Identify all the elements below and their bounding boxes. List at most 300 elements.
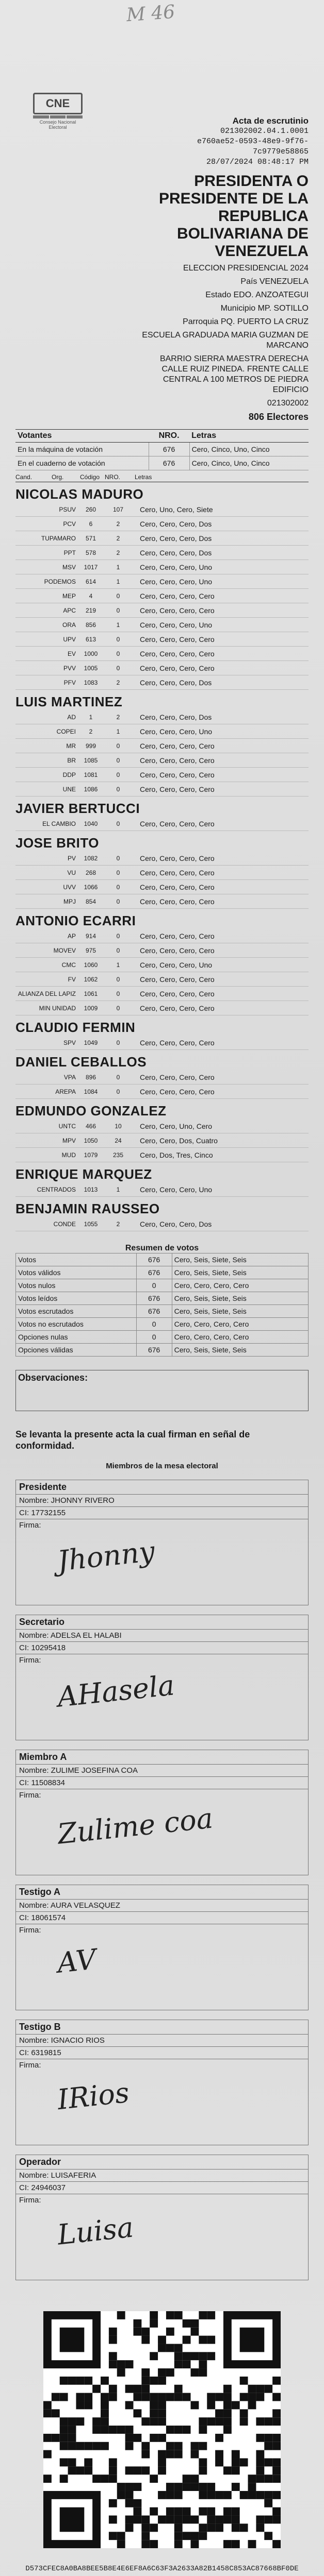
signature-label: Firma: bbox=[19, 1926, 41, 1935]
summary-label: Votos leídos bbox=[16, 1292, 137, 1305]
party-votes-letras: Cero, Cero, Cero, Dos bbox=[140, 678, 212, 687]
party-row bbox=[15, 1133, 309, 1148]
party-name: PSUV bbox=[59, 505, 76, 513]
party-votes-letras: Cero, Cero, Cero, Cero bbox=[140, 975, 215, 984]
party-code: 1083 bbox=[84, 679, 98, 686]
party-votes: 0 bbox=[116, 990, 120, 997]
party-code: 1060 bbox=[84, 961, 98, 969]
party-code: 1050 bbox=[84, 1137, 98, 1144]
party-name: UNE bbox=[62, 785, 76, 793]
member-ci: CI: 17732155 bbox=[16, 1507, 308, 1519]
party-code: 578 bbox=[85, 549, 96, 556]
member-block bbox=[15, 1615, 309, 1740]
country: País VENEZUELA bbox=[240, 277, 309, 286]
party-name: COPEI bbox=[56, 727, 76, 735]
summary-letras: Cero, Cero, Cero, Cero bbox=[172, 1331, 308, 1344]
summary-letras: Cero, Seis, Siete, Seis bbox=[172, 1266, 308, 1279]
party-votes-letras: Cero, Cero, Cero, Uno bbox=[140, 960, 213, 969]
member-role: Operador bbox=[16, 2155, 308, 2170]
signature-label: Firma: bbox=[19, 1521, 41, 1530]
member-ci: CI: 11508834 bbox=[16, 1777, 308, 1789]
col-cand: Cand. bbox=[15, 473, 33, 481]
party-votes: 2 bbox=[116, 713, 120, 721]
party-row bbox=[15, 753, 309, 768]
party-row bbox=[15, 987, 309, 1001]
member-role: Secretario bbox=[16, 1615, 308, 1630]
party-votes: 0 bbox=[116, 820, 120, 827]
col-code: Código bbox=[80, 473, 100, 481]
election-name: ELECCION PRESIDENCIAL 2024 bbox=[183, 264, 309, 273]
party-row bbox=[15, 851, 309, 866]
handwritten-mark: M 46 bbox=[125, 1, 176, 26]
party-row bbox=[15, 531, 309, 546]
party-votes-letras: Cero, Cero, Cero, Uno bbox=[140, 727, 213, 736]
party-votes: 0 bbox=[116, 635, 120, 643]
handwritten-signature: Jhonny bbox=[56, 1535, 156, 1578]
logo-letters: CNE bbox=[33, 93, 83, 114]
party-code: 613 bbox=[85, 635, 96, 643]
summary-letras: Cero, Seis, Siete, Seis bbox=[172, 1344, 308, 1357]
qr-image bbox=[43, 2311, 281, 2548]
party-code: 260 bbox=[85, 505, 96, 513]
party-votes: 0 bbox=[116, 650, 120, 657]
party-code: 1079 bbox=[84, 1151, 98, 1159]
party-row bbox=[15, 661, 309, 675]
party-votes: 1 bbox=[116, 621, 120, 629]
party-code: 975 bbox=[85, 946, 96, 954]
party-code: 6 bbox=[89, 520, 93, 528]
party-row bbox=[15, 724, 309, 739]
party-row bbox=[15, 546, 309, 560]
party-votes-letras: Cero, Cero, Cero, Cero bbox=[140, 1073, 215, 1081]
summary-label: Opciones nulas bbox=[16, 1331, 137, 1344]
observations-box bbox=[15, 1370, 309, 1411]
summary-nro: 676 bbox=[136, 1266, 172, 1279]
col-nro: NRO. bbox=[105, 473, 120, 481]
signature-label: Firma: bbox=[19, 2061, 41, 2070]
summary-nro: 0 bbox=[136, 1279, 172, 1292]
party-name: EV bbox=[67, 650, 76, 657]
summary-nro: 676 bbox=[136, 1292, 172, 1305]
party-code: 1081 bbox=[84, 771, 98, 778]
summary-label: Votos bbox=[16, 1253, 137, 1266]
party-votes-letras: Cero, Cero, Cero, Cero bbox=[140, 785, 215, 793]
party-votes-letras: Cero, Cero, Dos, Cuatro bbox=[140, 1136, 218, 1145]
member-name: Nombre: LUISAFERIA bbox=[16, 2170, 308, 2182]
party-code: 1049 bbox=[84, 1039, 98, 1046]
member-ci: CI: 18061574 bbox=[16, 1912, 308, 1924]
party-name: MPJ bbox=[63, 897, 76, 905]
party-code: 856 bbox=[85, 621, 96, 629]
party-votes: 0 bbox=[116, 785, 120, 793]
party-code: 571 bbox=[85, 534, 96, 542]
party-row bbox=[15, 1070, 309, 1084]
party-votes-letras: Cero, Cero, Cero, Cero bbox=[140, 931, 215, 940]
party-votes-letras: Cero, Cero, Cero, Cero bbox=[140, 854, 215, 862]
summary-table bbox=[15, 1253, 309, 1357]
party-name: MIN UNIDAD bbox=[39, 1004, 76, 1012]
party-votes-letras: Cero, Cero, Cero, Cero bbox=[140, 770, 215, 779]
handwritten-signature: AV bbox=[55, 1943, 98, 1979]
signature-label: Firma: bbox=[19, 1656, 41, 1665]
party-votes: 0 bbox=[116, 883, 120, 891]
party-votes-letras: Cero, Cero, Cero, Uno bbox=[140, 577, 213, 586]
member-ci: CI: 24946037 bbox=[16, 2182, 308, 2194]
party-votes: 0 bbox=[116, 897, 120, 905]
nro-header: NRO. bbox=[149, 430, 189, 443]
member-name: Nombre: JHONNY RIVERO bbox=[16, 1495, 308, 1507]
party-code: 1082 bbox=[84, 854, 98, 862]
party-votes: 1 bbox=[116, 727, 120, 735]
party-votes: 0 bbox=[116, 1004, 120, 1012]
party-row bbox=[15, 880, 309, 894]
party-votes: 107 bbox=[112, 505, 124, 513]
member-name: Nombre: IGNACIO RIOS bbox=[16, 2035, 308, 2047]
summary-letras: Cero, Seis, Siete, Seis bbox=[172, 1305, 308, 1318]
party-votes-letras: Cero, Cero, Cero, Uno bbox=[140, 1185, 213, 1194]
member-block bbox=[15, 2155, 309, 2280]
candidate-name: DANIEL CEBALLOS bbox=[15, 1054, 147, 1070]
party-name: AREPA bbox=[55, 1088, 76, 1095]
party-name: CMC bbox=[61, 961, 76, 969]
candidate-name: JOSE BRITO bbox=[15, 835, 100, 851]
party-row bbox=[15, 618, 309, 632]
voters-header: Votantes bbox=[15, 430, 149, 443]
party-name: EL CAMBIO bbox=[42, 820, 76, 827]
party-row bbox=[15, 817, 309, 831]
party-votes-letras: Cero, Cero, Cero, Cero bbox=[140, 1087, 215, 1096]
party-code: 4 bbox=[89, 592, 93, 600]
party-code: 896 bbox=[85, 1073, 96, 1081]
party-votes: 2 bbox=[116, 679, 120, 686]
summary-row bbox=[16, 1331, 309, 1344]
party-votes-letras: Cero, Cero, Cero, Cero bbox=[140, 868, 215, 877]
party-name: PPT bbox=[63, 549, 76, 556]
party-votes-letras: Cero, Uno, Cero, Siete bbox=[140, 505, 213, 514]
party-code: 1040 bbox=[84, 820, 98, 827]
party-code: 1086 bbox=[84, 785, 98, 793]
acta-datetime: 28/07/2024 08:48:17 PM bbox=[206, 158, 309, 166]
party-row bbox=[15, 972, 309, 987]
summary-nro: 676 bbox=[136, 1305, 172, 1318]
party-votes-letras: Cero, Cero, Cero, Cero bbox=[140, 1004, 215, 1012]
party-row bbox=[15, 894, 309, 909]
party-name: MPV bbox=[62, 1137, 76, 1144]
voters-nro: 676 bbox=[149, 456, 189, 470]
party-name: CENTRADOS bbox=[37, 1185, 76, 1193]
candidate-list bbox=[15, 486, 309, 1231]
party-name: PFV bbox=[63, 679, 76, 686]
party-code: 2 bbox=[89, 727, 93, 735]
party-votes: 1 bbox=[116, 961, 120, 969]
members-title: Miembros de la mesa electoral bbox=[106, 1462, 218, 1470]
party-votes-letras: Cero, Cero, Cero, Dos bbox=[140, 534, 212, 543]
party-code: 1000 bbox=[84, 650, 98, 657]
party-row bbox=[15, 1119, 309, 1133]
member-ci: CI: 10295418 bbox=[16, 1642, 308, 1654]
party-row bbox=[15, 1036, 309, 1050]
party-row bbox=[15, 502, 309, 517]
member-signature-area bbox=[16, 1519, 308, 1605]
party-code: 1017 bbox=[84, 563, 98, 571]
party-votes-letras: Cero, Cero, Cero, Dos bbox=[140, 519, 212, 528]
state: Estado EDO. ANZOATEGUI bbox=[205, 291, 309, 299]
electors-count: 806 Electores bbox=[248, 412, 309, 422]
member-name: Nombre: AURA VELASQUEZ bbox=[16, 1900, 308, 1912]
candidate-name: EDMUNDO GONZALEZ bbox=[15, 1103, 167, 1118]
party-votes-letras: Cero, Cero, Cero, Dos bbox=[140, 1219, 212, 1228]
member-signature-area bbox=[16, 2194, 308, 2280]
party-code: 1061 bbox=[84, 990, 98, 997]
candidate-name: NICOLAS MADURO bbox=[15, 486, 144, 502]
party-votes-letras: Cero, Cero, Cero, Cero bbox=[140, 946, 215, 955]
party-code: 854 bbox=[85, 897, 96, 905]
acta-uuid-1: e760ae52-0593-48e9-9f76- bbox=[197, 137, 309, 146]
party-name: UVV bbox=[63, 883, 76, 891]
members-list bbox=[15, 1480, 309, 2280]
summary-row bbox=[16, 1344, 309, 1357]
party-name: UPV bbox=[63, 635, 76, 643]
table-row bbox=[15, 456, 309, 470]
party-code: 1066 bbox=[84, 883, 98, 891]
summary-nro: 676 bbox=[136, 1253, 172, 1266]
summary-row bbox=[16, 1279, 309, 1292]
party-code: 1013 bbox=[84, 1185, 98, 1193]
party-votes: 1 bbox=[116, 1185, 120, 1193]
handwritten-signature: Zulime coa bbox=[56, 1802, 215, 1851]
party-votes: 0 bbox=[116, 1088, 120, 1095]
member-role: Testigo B bbox=[16, 2020, 308, 2035]
voters-nro: 676 bbox=[149, 443, 189, 456]
party-name: ORA bbox=[62, 621, 76, 629]
party-code: 999 bbox=[85, 742, 96, 750]
party-votes: 0 bbox=[116, 869, 120, 876]
party-votes-letras: Cero, Cero, Cero, Cero bbox=[140, 756, 215, 765]
acta-header bbox=[135, 116, 309, 422]
member-role: Presidente bbox=[16, 1480, 308, 1495]
summary-label: Opciones válidas bbox=[16, 1344, 137, 1357]
party-votes: 2 bbox=[116, 534, 120, 542]
party-name: AP bbox=[67, 932, 76, 940]
candidate-name: BENJAMIN RAUSSEO bbox=[15, 1201, 160, 1216]
party-votes: 0 bbox=[116, 664, 120, 672]
party-votes-letras: Cero, Cero, Uno, Cero bbox=[140, 1122, 213, 1130]
party-votes: 0 bbox=[116, 975, 120, 983]
party-code: 614 bbox=[85, 578, 96, 585]
voters-letras: Cero, Cinco, Uno, Cinco bbox=[189, 443, 309, 456]
party-name: MSV bbox=[62, 563, 76, 571]
signature-label: Firma: bbox=[19, 2196, 41, 2205]
qr-code bbox=[43, 2311, 281, 2548]
summary-letras: Cero, Cero, Cero, Cero bbox=[172, 1279, 308, 1292]
party-name: PCV bbox=[63, 520, 76, 528]
party-row bbox=[15, 560, 309, 574]
cne-logo bbox=[33, 93, 83, 130]
party-row bbox=[15, 632, 309, 647]
party-row bbox=[15, 1182, 309, 1197]
acta-uuid-2: 7c9779e58865 bbox=[252, 147, 309, 156]
summary-letras: Cero, Cero, Cero, Cero bbox=[172, 1318, 308, 1331]
party-votes: 235 bbox=[112, 1151, 124, 1159]
party-votes: 0 bbox=[116, 771, 120, 778]
party-name: APC bbox=[63, 606, 76, 614]
col-org: Org. bbox=[52, 473, 64, 481]
party-votes-letras: Cero, Cero, Cero, Uno bbox=[140, 620, 213, 629]
party-votes: 0 bbox=[116, 1073, 120, 1081]
member-role: Testigo A bbox=[16, 1885, 308, 1900]
party-votes-letras: Cero, Dos, Tres, Cinco bbox=[140, 1150, 213, 1159]
party-row bbox=[15, 517, 309, 531]
party-name: SPV bbox=[63, 1039, 76, 1046]
party-code: 1009 bbox=[84, 1004, 98, 1012]
voters-label: En la máquina de votación bbox=[15, 443, 149, 456]
member-block bbox=[15, 1750, 309, 1875]
party-row bbox=[15, 647, 309, 661]
handwritten-signature: AHasela bbox=[56, 1669, 176, 1714]
acta-code: 021302002.04.1.0001 bbox=[220, 127, 309, 135]
party-votes-letras: Cero, Cero, Cero, Cero bbox=[140, 606, 215, 615]
party-votes-letras: Cero, Cero, Cero, Cero bbox=[140, 591, 215, 600]
member-block bbox=[15, 1480, 309, 1605]
party-row bbox=[15, 866, 309, 880]
summary-nro: 676 bbox=[136, 1344, 172, 1357]
party-code: 219 bbox=[85, 606, 96, 614]
party-votes: 2 bbox=[116, 549, 120, 556]
party-votes-letras: Cero, Cero, Cero, Cero bbox=[140, 741, 215, 750]
party-name: PODEMOS bbox=[44, 578, 76, 585]
summary-title: Resumen de votos bbox=[125, 1244, 199, 1252]
party-name: DDP bbox=[62, 771, 76, 778]
acta-label: Acta de escrutinio bbox=[232, 116, 309, 126]
voters-table bbox=[15, 429, 309, 470]
party-name: PV bbox=[67, 854, 76, 862]
signature-note: Se levanta la presente acta la cual firman en señal de conformidad. bbox=[15, 1429, 250, 1451]
party-row bbox=[15, 1001, 309, 1015]
summary-label: Votos válidos bbox=[16, 1266, 137, 1279]
party-row bbox=[15, 603, 309, 618]
party-votes-letras: Cero, Cero, Cero, Cero bbox=[140, 883, 215, 891]
party-name: UNTC bbox=[58, 1122, 76, 1130]
party-votes-letras: Cero, Cero, Cero, Cero bbox=[140, 635, 215, 643]
party-votes-letras: Cero, Cero, Cero, Uno bbox=[140, 563, 213, 571]
candidate-name: JAVIER BERTUCCI bbox=[15, 801, 140, 816]
observations-label: Observaciones: bbox=[18, 1372, 88, 1383]
candidate-name: CLAUDIO FERMIN bbox=[15, 1020, 136, 1035]
summary-row bbox=[16, 1266, 309, 1279]
party-code: 466 bbox=[85, 1122, 96, 1130]
party-row bbox=[15, 782, 309, 796]
summary-label: Votos nulos bbox=[16, 1279, 137, 1292]
member-ci: CI: 6319815 bbox=[16, 2047, 308, 2059]
column-headers bbox=[15, 472, 309, 482]
summary-letras: Cero, Seis, Siete, Seis bbox=[172, 1292, 308, 1305]
handwritten-signature: IRios bbox=[56, 2076, 131, 2116]
party-name: BR bbox=[67, 756, 76, 764]
letras-header: Letras bbox=[189, 430, 309, 443]
candidate-name: LUIS MARTINEZ bbox=[15, 694, 123, 709]
party-row bbox=[15, 943, 309, 958]
party-row bbox=[15, 675, 309, 690]
summary-row bbox=[16, 1305, 309, 1318]
party-name: MOVEV bbox=[53, 946, 76, 954]
member-signature-area bbox=[16, 1789, 308, 1875]
party-code: 1062 bbox=[84, 975, 98, 983]
party-votes: 0 bbox=[116, 606, 120, 614]
party-votes-letras: Cero, Cero, Cero, Cero bbox=[140, 1038, 215, 1047]
party-name: CONDE bbox=[53, 1220, 76, 1228]
member-block bbox=[15, 1885, 309, 2010]
party-votes-letras: Cero, Cero, Cero, Dos bbox=[140, 548, 212, 557]
summary-row bbox=[16, 1318, 309, 1331]
party-votes: 0 bbox=[116, 854, 120, 862]
party-votes: 24 bbox=[115, 1137, 122, 1144]
table-row bbox=[15, 443, 309, 456]
summary-row bbox=[16, 1292, 309, 1305]
party-name: MEP bbox=[62, 592, 76, 600]
summary-row bbox=[16, 1253, 309, 1266]
party-row bbox=[15, 958, 309, 972]
party-code: 914 bbox=[85, 932, 96, 940]
party-votes-letras: Cero, Cero, Cero, Cero bbox=[140, 989, 215, 998]
candidate-name: ANTONIO ECARRI bbox=[15, 913, 136, 928]
parish: Parroquia PQ. PUERTO LA CRUZ bbox=[183, 317, 309, 326]
address: BARRIO SIERRA MAESTRA DERECHA CALLE RUIZ PINEDA. FRENTE CALLE CENTRAL A 100 METROS DE PIEDRA EDIFICIO bbox=[159, 354, 309, 394]
member-role: Miembro A bbox=[16, 1750, 308, 1765]
party-votes: 0 bbox=[116, 756, 120, 764]
party-votes-letras: Cero, Cero, Cero, Cero bbox=[140, 664, 215, 672]
party-votes-letras: Cero, Cero, Cero, Cero bbox=[140, 649, 215, 658]
party-row bbox=[15, 574, 309, 589]
logo-stripes bbox=[33, 115, 83, 118]
party-name: MUD bbox=[61, 1151, 76, 1159]
voters-letras: Cero, Cinco, Uno, Cinco bbox=[189, 456, 309, 470]
party-name: TUPAMARO bbox=[41, 534, 76, 542]
party-row bbox=[15, 589, 309, 603]
member-signature-area bbox=[16, 2059, 308, 2145]
party-name: VPA bbox=[63, 1073, 76, 1081]
party-name: AD bbox=[67, 713, 76, 721]
party-code: 1085 bbox=[84, 756, 98, 764]
center-code: 021302002 bbox=[267, 399, 309, 408]
party-row bbox=[15, 1084, 309, 1099]
party-votes: 0 bbox=[116, 592, 120, 600]
summary-nro: 0 bbox=[136, 1318, 172, 1331]
party-row bbox=[15, 1148, 309, 1162]
party-name: PVV bbox=[63, 664, 76, 672]
party-name: ALIANZA DEL LAPIZ bbox=[18, 990, 76, 997]
party-votes-letras: Cero, Cero, Cero, Cero bbox=[140, 897, 215, 906]
member-block bbox=[15, 2020, 309, 2145]
party-votes: 0 bbox=[116, 946, 120, 954]
summary-label: Votos escrutados bbox=[16, 1305, 137, 1318]
member-signature-area bbox=[16, 1654, 308, 1740]
voters-label: En el cuaderno de votación bbox=[15, 456, 149, 470]
party-row bbox=[15, 710, 309, 724]
party-votes: 2 bbox=[116, 520, 120, 528]
party-code: 268 bbox=[85, 869, 96, 876]
party-votes: 2 bbox=[116, 1220, 120, 1228]
party-row bbox=[15, 768, 309, 782]
acta-title: PRESIDENTA O PRESIDENTE DE LA REPUBLICA BOLIVARIANA DE VENEZUELA bbox=[158, 173, 309, 260]
party-code: 1055 bbox=[84, 1220, 98, 1228]
party-votes: 1 bbox=[116, 578, 120, 585]
party-code: 1005 bbox=[84, 664, 98, 672]
summary-label: Votos no escrutados bbox=[16, 1318, 137, 1331]
logo-caption: Consejo Nacional Electoral bbox=[39, 120, 76, 130]
party-votes: 0 bbox=[116, 932, 120, 940]
member-name: Nombre: ADELSA EL HALABI bbox=[16, 1630, 308, 1642]
party-name: MR bbox=[66, 742, 76, 750]
